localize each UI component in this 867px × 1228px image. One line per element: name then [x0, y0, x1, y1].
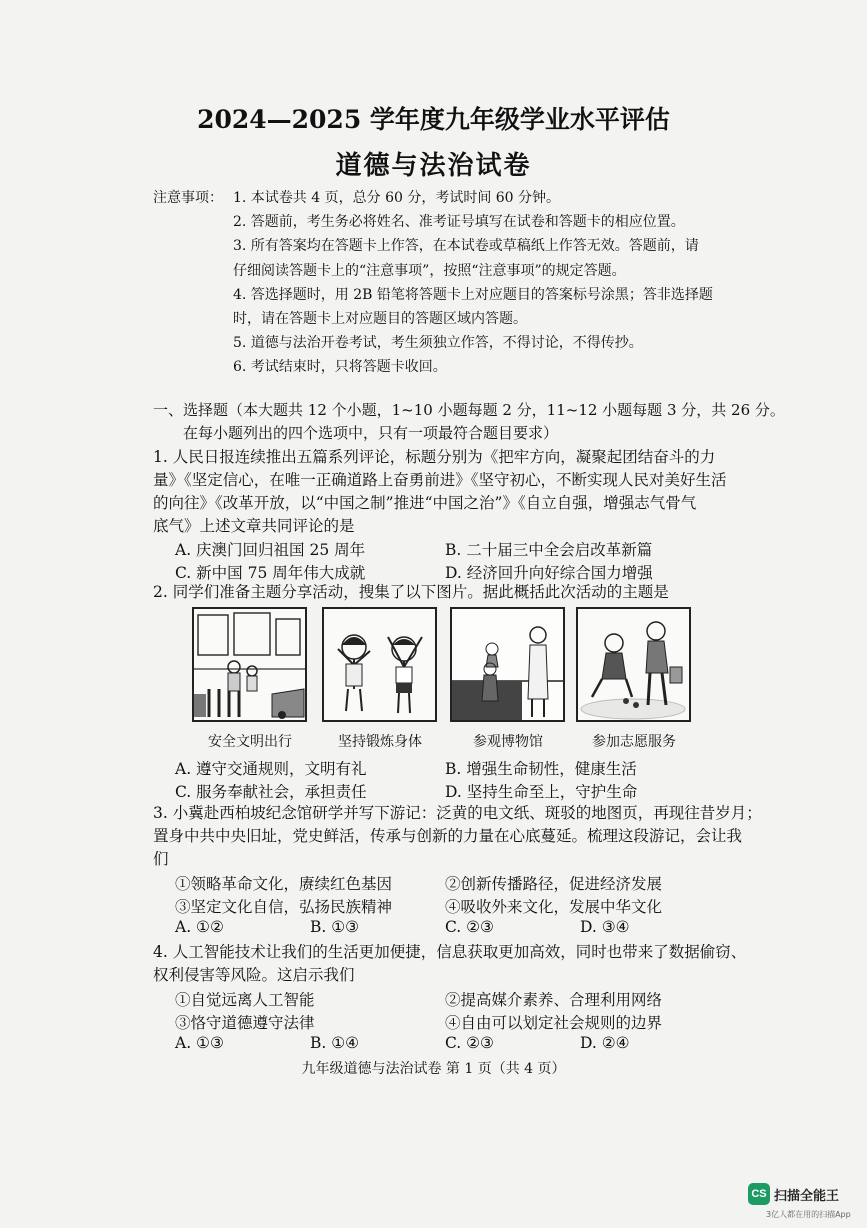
note-item: 时，请在答题卡上对应题目的答题区域内答题。: [233, 311, 527, 328]
q4-statement-1: ①自觉远离人工智能: [175, 991, 315, 1009]
q3-option-a: A. ①②: [175, 918, 224, 936]
q2-option-d: D. 坚持生命至上，守护生命: [445, 783, 638, 801]
q1-stem: 1. 人民日报连续推出五篇系列评论，标题分别为《把牢方向，凝聚起团结奋斗的力: [153, 448, 716, 466]
q1-stem: 的向往》《改革开放，以“中国之制”推进“中国之治”》《自立自强，增强志气骨气: [153, 494, 697, 512]
q3-stem: 们: [153, 850, 169, 868]
note-item: 4. 答选择题时，用 2B 铅笔将答题卡上对应题目的答案标号涂黑；答非选择题: [233, 286, 713, 303]
q2-option-b: B. 增强生命韧性，健康生活: [445, 760, 637, 778]
q2-stem: 2. 同学们准备主题分享活动，搜集了以下图片。据此概括此次活动的主题是: [153, 583, 669, 601]
note-item: 1. 本试卷共 4 页，总分 60 分，考试时间 60 分钟。: [233, 190, 561, 206]
q1-option-c: C. 新中国 75 周年伟大成就: [175, 564, 366, 582]
note-item: 3. 所有答案均在答题卡上作答，在本试卷或草稿纸上作答无效。答题前，请: [233, 238, 699, 255]
q3-stem: 置身中共中央旧址，党史鲜活，传承与创新的力量在心底蔓延。梳理这段游记，会让我: [153, 827, 743, 845]
picture-exercise: [322, 607, 437, 722]
note-item: 5. 道德与法治开卷考试，考生须独立作答，不得讨论，不得传抄。: [233, 335, 643, 352]
section-instruction: 在每小题列出的四个选项中，只有一项最符合题目要求）: [183, 424, 559, 442]
q4-statement-2: ②提高媒介素养、合理利用网络: [445, 991, 663, 1009]
notes-block: [153, 186, 793, 380]
picture-caption: 坚持锻炼身体: [338, 734, 422, 750]
note-item: 6. 考试结束时，只将答题卡收回。: [233, 359, 447, 376]
picture-caption: 参观博物馆: [473, 734, 543, 750]
q4-option-a: A. ①③: [175, 1034, 224, 1052]
picture-museum: [450, 607, 565, 722]
q3-option-b: B. ①③: [310, 918, 360, 936]
q3-statement-1: ①领略革命文化，赓续红色基因: [175, 875, 393, 893]
camscanner-icon: CS: [748, 1183, 770, 1205]
q4-option-b: B. ①④: [310, 1034, 360, 1052]
q3-statement-3: ③坚定文化自信，弘扬民族精神: [175, 898, 393, 916]
note-item: 2. 答题前，考生务必将姓名、准考证号填写在试卷和答题卡的相应位置。: [233, 214, 685, 231]
q3-statement-2: ②创新传播路径，促进经济发展: [445, 875, 663, 893]
exam-title: 2024—2025 学年度九年级学业水平评估: [197, 105, 670, 134]
picture-caption: 参加志愿服务: [592, 734, 676, 750]
q4-stem: 4. 人工智能技术让我们的生活更加便捷，信息获取更加高效，同时也带来了数据偷窃、: [153, 943, 747, 961]
scanner-watermark: [748, 1183, 858, 1223]
q4-stem: 权利侵害等风险。这启示我们: [153, 966, 355, 984]
q1-option-b: B. 二十届三中全会启改革新篇: [445, 541, 653, 559]
exam-subtitle: 道德与法治试卷: [335, 151, 532, 181]
q4-option-c: C. ②③: [445, 1034, 494, 1052]
picture-safe-travel: [192, 607, 307, 722]
q3-option-c: C. ②③: [445, 918, 494, 936]
q4-statement-4: ④自由可以划定社会规则的边界: [445, 1014, 663, 1032]
q4-statement-3: ③恪守道德遵守法律: [175, 1014, 315, 1032]
scanner-tagline: 3亿人都在用的扫描App: [766, 1210, 851, 1219]
q1-stem: 底气》上述文章共同评论的是: [153, 517, 355, 535]
q4-option-d: D. ②④: [580, 1034, 630, 1052]
q1-stem: 量》《坚定信心，在唯一正确道路上奋勇前进》《坚守初心，不断实现人民对美好生活: [153, 471, 727, 489]
scanner-name: 扫描全能王: [774, 1189, 840, 1204]
picture-caption: 安全文明出行: [208, 734, 292, 750]
q2-option-c: C. 服务奉献社会，承担责任: [175, 783, 367, 801]
page-footer: 九年级道德与法治试卷 第 1 页（共 4 页）: [301, 1061, 566, 1077]
note-item: 仔细阅读答题卡上的“注意事项”，按照“注意事项”的规定答题。: [233, 262, 626, 279]
q2-option-a: A. 遵守交通规则，文明有礼: [175, 760, 367, 778]
q1-option-d: D. 经济回升向好综合国力增强: [445, 564, 653, 582]
q1-option-a: A. 庆澳门回归祖国 25 周年: [175, 541, 366, 559]
q3-stem: 3. 小冀赴西柏坡纪念馆研学并写下游记：泛黄的电文纸、斑驳的地图页，再现往昔岁月；: [153, 804, 762, 822]
section-heading: 一、选择题（本大题共 12 个小题，1~10 小题每题 2 分，11~12 小题每题 3 分，共 26 分。: [153, 401, 785, 419]
q3-statement-4: ④吸收外来文化，发展中华文化: [445, 898, 663, 916]
picture-volunteer: [576, 607, 691, 722]
notes-lead: 注意事项：: [153, 190, 223, 206]
q3-option-d: D. ③④: [580, 918, 630, 936]
